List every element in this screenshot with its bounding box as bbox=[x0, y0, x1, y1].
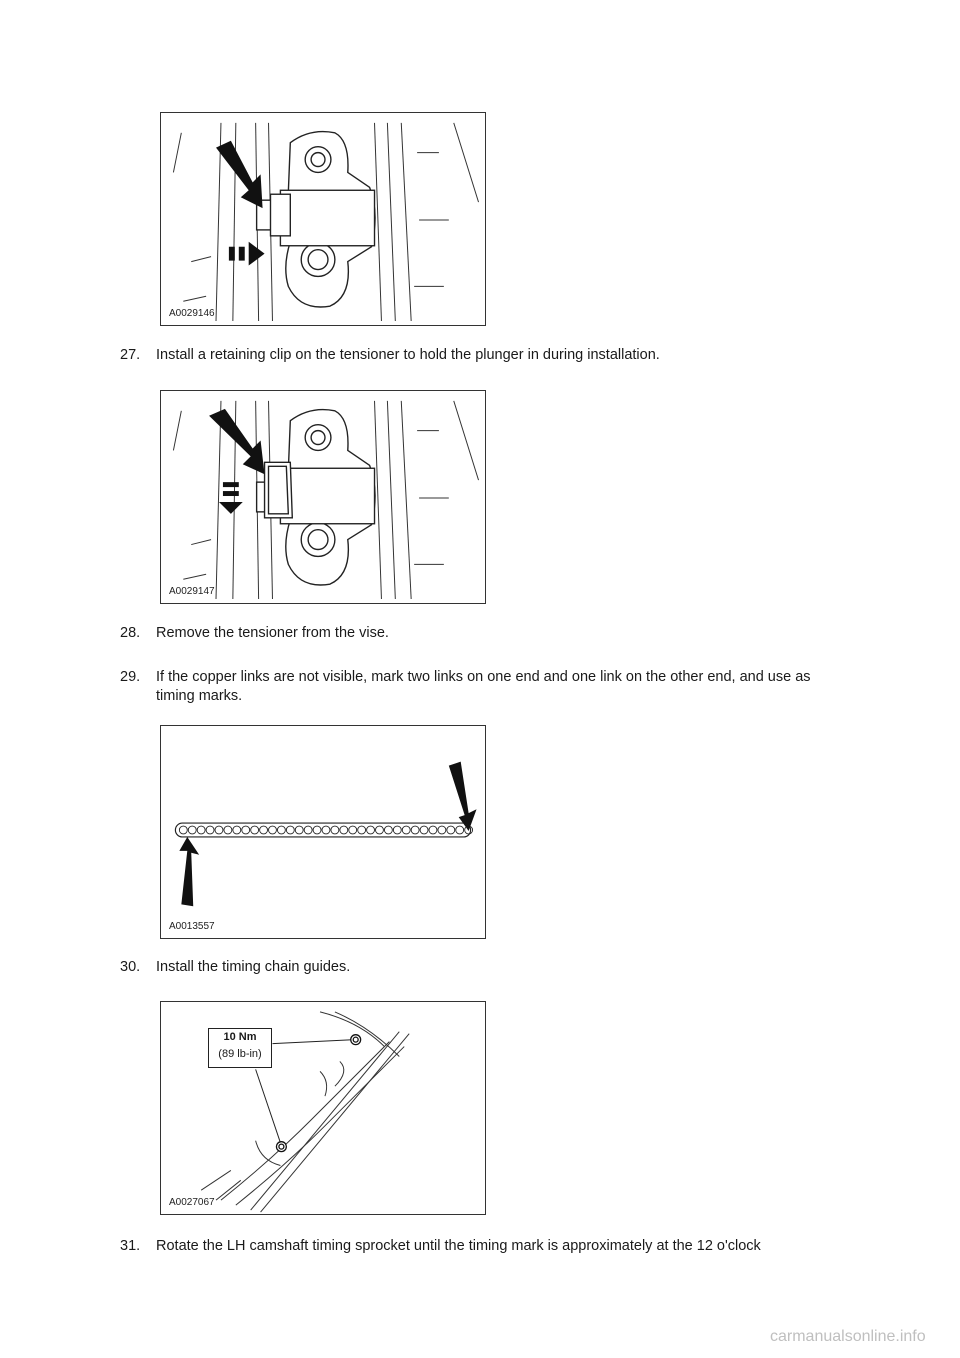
step-number: 30. bbox=[120, 959, 141, 975]
torque-callout bbox=[208, 1028, 272, 1068]
step-28 bbox=[120, 624, 840, 643]
step-30 bbox=[120, 958, 840, 977]
timing-chain-illustration bbox=[161, 726, 485, 938]
torque-value: 10 Nm bbox=[223, 1031, 257, 1043]
step-29 bbox=[120, 668, 840, 706]
figure-tensioner-plunger bbox=[160, 112, 486, 326]
step-31 bbox=[120, 1237, 840, 1256]
tensioner-illustration-2 bbox=[161, 391, 485, 603]
step-text: Install a retaining clip on the tensioner to hold the plunger in during installation. bbox=[156, 347, 660, 363]
step-27 bbox=[120, 346, 840, 365]
figure-code: A0029147 bbox=[169, 586, 215, 597]
watermark: carmanualsonline.info bbox=[770, 1328, 926, 1345]
figure-code: A0013557 bbox=[169, 921, 215, 932]
tensioner-illustration-1 bbox=[161, 113, 485, 325]
step-number: 29. bbox=[120, 669, 141, 685]
torque-value-imperial: (89 lb-in) bbox=[218, 1048, 262, 1060]
figure-code: A0029146 bbox=[169, 308, 215, 319]
step-text: Install the timing chain guides. bbox=[156, 959, 351, 975]
step-number: 31. bbox=[120, 1238, 141, 1254]
figure-code: A0027067 bbox=[169, 1197, 215, 1208]
figure-tensioner-clip bbox=[160, 390, 486, 604]
figure-timing-chain bbox=[160, 725, 486, 939]
step-text: Rotate the LH camshaft timing sprocket until the timing mark is approximately at the 12 o'clock bbox=[156, 1238, 761, 1254]
step-text: If the copper links are not visible, mark two links on one end and one link on the other end, and use as timing marks. bbox=[156, 669, 811, 704]
step-text: Remove the tensioner from the vise. bbox=[156, 625, 389, 641]
step-number: 27. bbox=[120, 347, 141, 363]
step-number: 28. bbox=[120, 625, 141, 641]
